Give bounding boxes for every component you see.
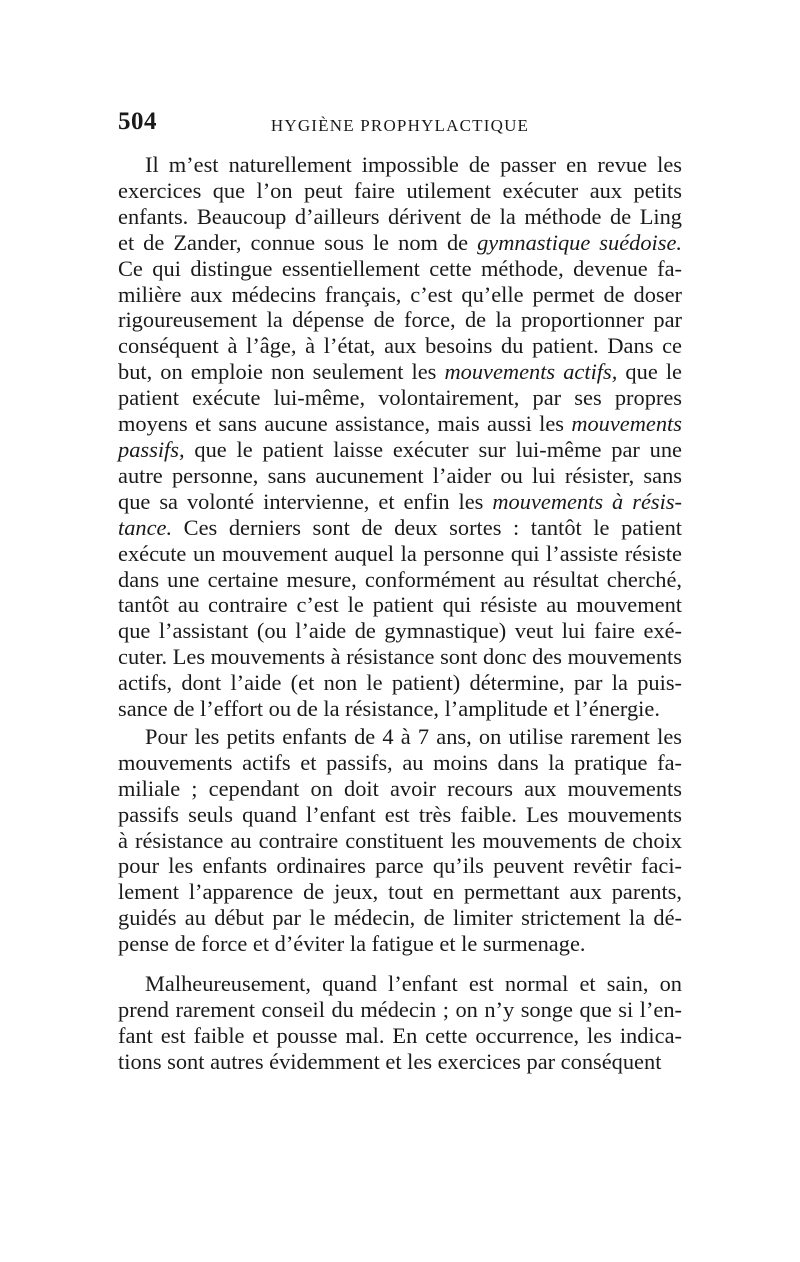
text-run: exercices que l’on peut faire utilement exécuter aux petits	[118, 177, 682, 203]
text-run: patient exécute lui-même, volontairement, par ses propres	[118, 385, 682, 411]
text-line	[118, 1023, 682, 1049]
text-line	[118, 618, 682, 644]
text-line	[118, 997, 682, 1023]
text-run: exécute un mouvement auquel la personne qui l’assiste résiste	[118, 540, 682, 566]
text-run: actifs, dont l’aide (et non le patient) détermine, par la puis-	[118, 670, 682, 696]
text-run: milière aux médecins français, c’est qu’elle permet de doser	[118, 281, 682, 307]
text-line	[118, 696, 682, 722]
italic-term: passifs,	[118, 436, 185, 462]
text-run: Ce qui distingue essentiellement cette méthode, devenue fa-	[118, 255, 682, 281]
text-run: Pour les petits enfants de 4 à 7 ans, on utilise rarement les	[145, 723, 682, 749]
text-run: et de Zander, connue sous le nom de	[118, 229, 478, 255]
text-run: conséquent à l’âge, à l’état, aux besoins du patient. Dans ce	[118, 333, 682, 359]
text-line	[118, 750, 682, 776]
text-run: que sa volonté intervienne, et enfin les	[118, 488, 493, 514]
text-line	[118, 307, 682, 333]
text-run: cuter. Les mouvements à résistance sont donc des mouvements	[118, 644, 682, 670]
text-run: but, on emploie non seulement les	[118, 359, 445, 385]
text-line	[118, 567, 682, 593]
text-line	[118, 256, 682, 282]
text-run: rigoureusement la dépense de force, de la proportionner par	[118, 307, 682, 333]
text-run: miliale ; cependant on doit avoir recours aux mouvements	[118, 775, 682, 801]
italic-term: mouvements à résis-	[492, 488, 682, 514]
text-line	[118, 411, 682, 437]
text-line	[118, 931, 682, 957]
text-run: Malheureusement, quand l’enfant est normal et sain, on	[145, 971, 682, 997]
text-line	[118, 724, 682, 750]
text-line	[118, 853, 682, 879]
text-line	[118, 971, 682, 997]
paragraph	[118, 724, 682, 957]
text-run: fant est faible et pousse mal. En cette occurrence, les indica-	[118, 1022, 682, 1048]
italic-term: tance.	[118, 514, 173, 540]
italic-term: gymnastique suédoise.	[477, 229, 683, 255]
text-run: que le	[617, 359, 682, 385]
text-run: passifs seuls quand l’enfant est très faible. Les mouvements	[118, 801, 682, 827]
text-run: enfants. Beaucoup d’ailleurs dérivent de la méthode de Ling	[118, 203, 682, 229]
page-header	[118, 108, 682, 144]
text-run: que l’assistant (ou l’aide de gymnastique) veut lui faire exé-	[118, 618, 682, 644]
text-line	[118, 905, 682, 931]
text-run: Ces derniers sont de deux sortes : tantôt le patient	[172, 514, 682, 540]
paragraph	[118, 152, 682, 722]
text-run: pense de force et d’éviter la fatigue et le surmenage.	[118, 931, 586, 957]
text-run: prend rarement conseil du médecin ; on n’y songe que si l’en-	[118, 997, 682, 1022]
text-line	[118, 515, 682, 541]
text-line	[118, 828, 682, 854]
text-line	[118, 152, 682, 178]
body-text	[118, 152, 682, 1075]
text-line	[118, 333, 682, 359]
text-line	[118, 437, 682, 463]
text-line	[118, 592, 682, 618]
text-line	[118, 802, 682, 828]
text-run: Il m’est naturellement impossible de passer en revue les	[145, 152, 682, 177]
text-line	[118, 879, 682, 905]
text-line	[118, 204, 682, 230]
text-line	[118, 230, 682, 256]
page-number: 504	[118, 108, 157, 135]
text-run: dans une certaine mesure, conformément au résultat cherché,	[118, 566, 682, 592]
text-run: lement l’apparence de jeux, tout en permettant aux parents,	[118, 879, 682, 905]
text-run: pour les enfants ordinaires parce qu’ils peuvent revêtir faci-	[118, 853, 682, 879]
italic-term: mouvements actifs,	[444, 359, 618, 385]
text-line	[118, 1049, 682, 1075]
text-run: autre personne, sans aucunement l’aider ou lui résister, sans	[118, 462, 682, 488]
text-line	[118, 541, 682, 567]
text-line	[118, 282, 682, 308]
text-line	[118, 776, 682, 802]
text-run: tions sont autres évidemment et les exercices par conséquent	[118, 1048, 662, 1074]
text-run: mouvements actifs et passifs, au moins dans la pratique fa-	[118, 749, 682, 775]
text-line	[118, 178, 682, 204]
text-run: sance de l’effort ou de la résistance, l’amplitude et l’énergie.	[118, 696, 660, 722]
text-run: tantôt au contraire c’est le patient qui résiste au mouvement	[118, 592, 682, 618]
text-run: moyens et sans aucune assistance, mais aussi les	[118, 411, 572, 437]
running-title: HYGIÈNE PROPHYLACTIQUE	[270, 116, 530, 135]
text-line	[118, 385, 682, 411]
text-run: que le patient laisse exécuter sur lui-même par une	[184, 436, 682, 462]
text-line	[118, 463, 682, 489]
text-run: à résistance au contraire constituent les mouvements de choix	[118, 827, 682, 853]
text-line	[118, 489, 682, 515]
text-run: guidés au début par le médecin, de limiter strictement la dé-	[118, 905, 682, 931]
italic-term: mouvements	[571, 411, 682, 437]
text-line	[118, 359, 682, 385]
paragraph	[118, 971, 682, 1075]
text-line	[118, 670, 682, 696]
text-line	[118, 644, 682, 670]
